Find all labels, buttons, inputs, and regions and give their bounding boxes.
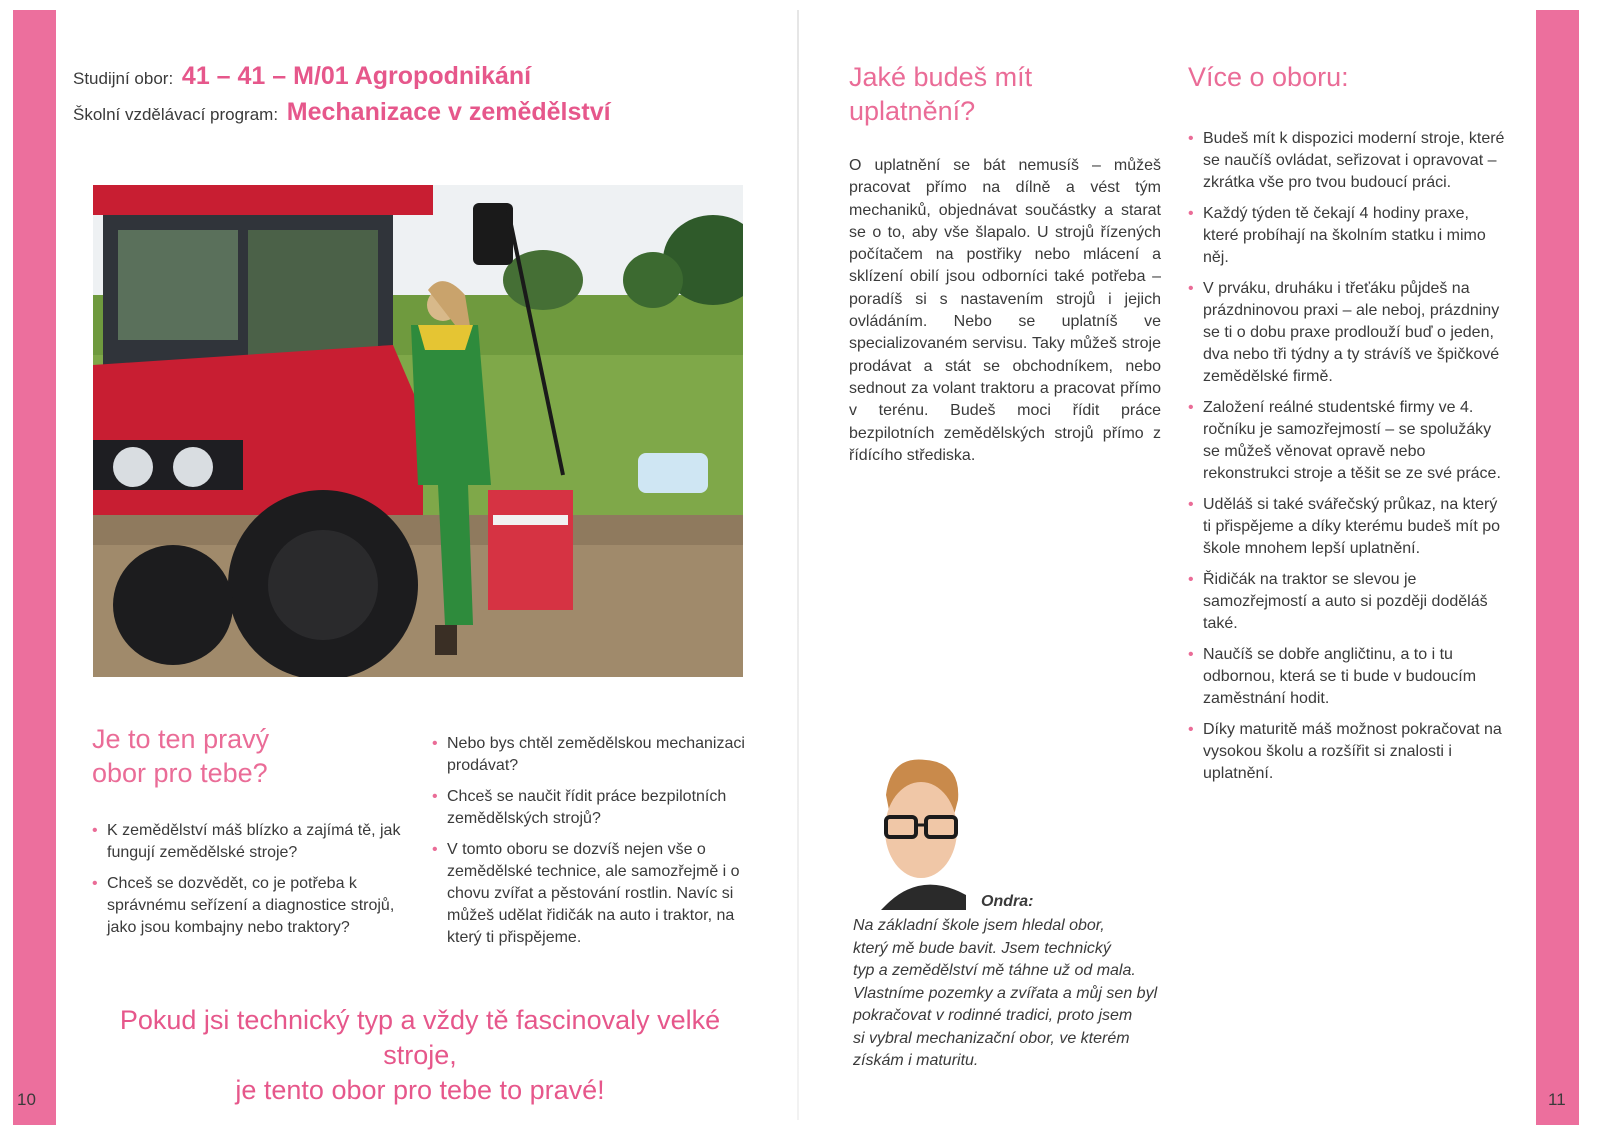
list-item: • Naučíš se dobře angličtinu, a to i tu odbornou, která se ti bude v budoucím zaměstnání hodit. xyxy=(1188,644,1506,710)
list-item: • Řidičák na traktor se slevou je samozřejmostí a auto si později doděláš také. xyxy=(1188,569,1506,635)
right-for-you-title-line: Je to ten pravý xyxy=(92,724,270,754)
quote-line: získám i maturitu. xyxy=(853,1052,979,1069)
more-title: Více o oboru: xyxy=(1188,62,1349,92)
page-gutter xyxy=(797,10,799,1120)
right-for-you-title-line: obor pro tebe? xyxy=(92,758,268,788)
left-accent-bar xyxy=(13,10,56,1125)
testimonial-quote xyxy=(853,915,1183,1073)
list-item: • Nebo bys chtěl zemědělskou mechanizaci prodávat? xyxy=(432,733,747,777)
career-title xyxy=(849,60,1032,128)
quote-line: pokračovat v rodinné tradici, proto jsem xyxy=(853,1007,1133,1024)
list-item: • V prváku, druháku i třeťáku půjdeš na prázdninovou praxi – ale neboj, prázdniny se ti o dobu praxe prodlouží buď o jeden, dva nebo tři týdny a ty strávíš ve špičkové zemědělské firmě. xyxy=(1188,278,1506,388)
list-item: • Každý týden tě čekají 4 hodiny praxe, které probíhají na školním statku i mimo něj. xyxy=(1188,203,1506,269)
tractor-photo xyxy=(93,185,743,677)
career-title-line: uplatnění? xyxy=(849,96,976,126)
list-item: • Uděláš si také svářečský průkaz, na který ti přispějeme a díky kterému budeš mít po škole mnohem lepší uplatnění. xyxy=(1188,494,1506,560)
list-item: • K zemědělství máš blízko a zajímá tě, jak fungují zemědělské stroje? xyxy=(92,820,407,864)
career-text: O uplatnění se bát nemusíš – můžeš pracovat přímo na dílně a vést tým mechaniků, objednávat součástky a starat se o to, aby vše šlapalo. U strojů řízených počítačem na postřiky nebo mlácení a sklízení obilí jsou odborníci také potřeba – poradíš si s nastavením strojů i jejich ovládáním. Nebo se uplatníš ve specializovaném servisu. Taky můžeš stroje prodávat a stát se obchodníkem, nebo sednout za volant traktoru a pracovat přímo v terénu. Budeš moci řídit práce bezpilotních zemědělských strojů přímo z řídícího střediska. xyxy=(849,157,1161,464)
page-number-right: 11 xyxy=(1548,1090,1566,1109)
more-list xyxy=(1188,128,1506,794)
student-portrait xyxy=(866,755,976,910)
list-item: • Chceš se dozvědět, co je potřeba k správnému seřízení a diagnostice strojů, jako jsou kombajny nebo traktory? xyxy=(92,873,407,939)
right-for-you-list-col2 xyxy=(432,733,747,958)
right-accent-bar xyxy=(1536,10,1579,1125)
quote-line: který mě bude bavit. Jsem technický xyxy=(853,939,1111,957)
closing-line: Pokud jsi technický typ a vždy tě fascinovaly velké stroje, xyxy=(119,1005,721,1070)
quote-line: Na základní škole jsem hledal obor, xyxy=(853,917,1105,934)
school-program-value: Mechanizace v zemědělství xyxy=(286,98,611,126)
school-program-label: Školní vzdělávací program: xyxy=(73,105,279,124)
quote-line: si vybral mechanizační obor, ve kterém xyxy=(853,1029,1130,1047)
closing-statement xyxy=(80,1003,760,1108)
career-title-line: Jaké budeš mít xyxy=(849,62,1033,92)
student-portrait-illustration xyxy=(866,755,976,910)
list-item: • Díky maturitě máš možnost pokračovat na vysokou školu a rozšířit si znalosti i uplatnění. xyxy=(1188,719,1506,785)
list-item: • Založení reálné studentské firmy ve 4. ročníku je samozřejmostí – se spolužáky se můžeš věnovat opravě nebo rekonstrukci stroje a těšit se ze své práce. xyxy=(1188,397,1506,485)
study-field-line xyxy=(73,62,531,91)
right-for-you-list-col1 xyxy=(92,820,407,948)
right-for-you-title xyxy=(92,722,269,790)
school-program-line xyxy=(73,98,611,127)
study-field-label: Studijní obor: xyxy=(73,69,174,88)
list-item: • V tomto oboru se dozvíš nejen vše o zemědělské technice, ale samozřejmě i o chovu zvířat a pěstování rostlin. Navíc si můžeš udělat řidičák na auto i traktor, na který ti přispějeme. xyxy=(432,839,747,949)
testimonial-name: Ondra: xyxy=(981,893,1034,910)
tractor-illustration xyxy=(93,185,743,677)
closing-line: je tento obor pro tebe to pravé! xyxy=(235,1075,605,1105)
list-item: • Budeš mít k dispozici moderní stroje, které se naučíš ovládat, seřizovat i opravovat – zkrátka vše pro tvou budoucí práci. xyxy=(1188,128,1506,194)
quote-line: typ a zemědělství mě táhne už od mala. xyxy=(853,962,1136,979)
page-number-left: 10 xyxy=(17,1090,36,1109)
study-field-value: 41 – 41 – M/01 Agropodnikání xyxy=(181,62,532,90)
list-item: • Chceš se naučit řídit práce bezpilotních zemědělských strojů? xyxy=(432,786,747,830)
quote-line: Vlastníme pozemky a zvířata a můj sen byl xyxy=(853,984,1158,1002)
